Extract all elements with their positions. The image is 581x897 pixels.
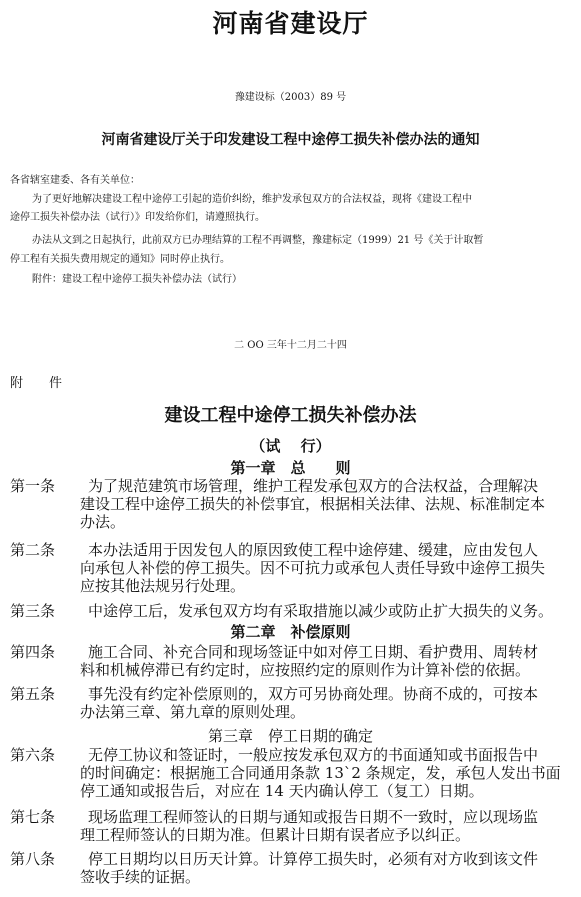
article-line: 施工合同、补充合同和现场签证中如对停工日期、看护费用、周转材 bbox=[88, 643, 539, 661]
paragraph-line: 途停工损失补偿办法（试行）》印发给你们，请遵照执行。 bbox=[10, 212, 265, 223]
article bbox=[10, 746, 570, 800]
document-number: 豫建设标（2003）89 号 bbox=[234, 92, 347, 103]
paragraph-line: 为了更好地解决建设工程中途停工引起的造价纠纷，维护发承包双方的合法权益，现将《建设工程中 bbox=[32, 194, 472, 205]
article-number: 第二条 bbox=[10, 541, 56, 559]
article-number: 第五条 bbox=[10, 685, 56, 703]
article-line: 向承包人补偿的停工损失。因不可抗力或承包人责任导致中途停工损失 bbox=[80, 559, 546, 577]
article-line: 为了规范建筑市场管理，维护工程发承包双方的合法权益，合理解决 bbox=[88, 477, 539, 495]
article-line: 无停工协议和签证时，一般应按发承包双方的书面通知或书面报告中 bbox=[88, 746, 539, 764]
article bbox=[10, 850, 570, 886]
article bbox=[10, 477, 570, 531]
article-number: 第四条 bbox=[10, 643, 56, 661]
article-line: 办法第三章、第九章的原则处理。 bbox=[80, 703, 306, 721]
article-line: 的时间确定：根据施工合同通用条款 13`2 条规定，发，承包人发出书面 bbox=[80, 764, 561, 782]
article-line: 停工通知或报告后，对应在 14 天内确认停工（复工）日期。 bbox=[80, 782, 484, 800]
article bbox=[10, 685, 570, 721]
article-line: 中途停工后，发承包双方均有采取措施以减少或防止扩大损失的义务。 bbox=[88, 602, 554, 620]
article-line: 理工程师签认的日期为准。但累计日期有误者应予以纠正。 bbox=[80, 826, 471, 844]
attachment-label: 附 件 bbox=[10, 376, 63, 391]
article bbox=[10, 643, 570, 679]
article-line: 事先没有约定补偿原则的，双方可另协商处理。协商不成的，可按本 bbox=[88, 685, 539, 703]
chapter-heading: 第二章 补偿原则 bbox=[230, 623, 351, 641]
article-number: 第三条 bbox=[10, 602, 56, 620]
article-line: 办法。 bbox=[80, 513, 126, 531]
trial-label: （试 行） bbox=[250, 437, 331, 455]
paragraph-line: 停工程有关损失费用规定的通知》同时停止执行。 bbox=[10, 254, 230, 265]
article-line: 料和机械停滞已有约定时，应按照约定的原则作为计算补偿的依据。 bbox=[80, 661, 531, 679]
article bbox=[10, 541, 570, 595]
salutation: 各省辖室建委、各有关单位： bbox=[10, 175, 140, 186]
page-title: 河南省建设厅 bbox=[212, 9, 369, 38]
chapter-heading: 第一章 总 则 bbox=[230, 459, 351, 477]
paragraph-line: 办法从文到之日起执行，此前双方已办理结算的工程不再调整，豫建标定（1999）21 号《关于计取暂 bbox=[32, 235, 484, 246]
article bbox=[10, 602, 570, 620]
article-line: 停工日期均以日历天计算。计算停工损失时，必须有对方收到该文件 bbox=[88, 850, 539, 868]
chapter-heading: 第三章 停工日期的确定 bbox=[207, 727, 373, 745]
article-line: 建设工程中途停工损失的补偿事宜，根据相关法律、法规、标准制定本 bbox=[80, 495, 546, 513]
article-line: 应按其他法规另行处理。 bbox=[80, 577, 246, 595]
article-number: 第一条 bbox=[10, 477, 56, 495]
article-number: 第七条 bbox=[10, 808, 56, 826]
attachment-note: 附件：建设工程中途停工损失补偿办法（试行） bbox=[32, 274, 242, 285]
article-number: 第八条 bbox=[10, 850, 56, 868]
issue-date: 二 OO 三年十二月二十四 bbox=[234, 340, 347, 351]
article-number: 第六条 bbox=[10, 746, 56, 764]
article-line: 现场监理工程师签认的日期与通知或报告日期不一致时，应以现场监 bbox=[88, 808, 539, 826]
notice-title: 河南省建设厅关于印发建设工程中途停工损失补偿办法的通知 bbox=[101, 132, 480, 148]
article bbox=[10, 808, 570, 844]
measures-title: 建设工程中途停工损失补偿办法 bbox=[164, 405, 417, 426]
article-line: 签收手续的证据。 bbox=[80, 868, 201, 886]
article-line: 本办法适用于因发包人的原因致使工程中途停建、缓建，应由发包人 bbox=[88, 541, 539, 559]
